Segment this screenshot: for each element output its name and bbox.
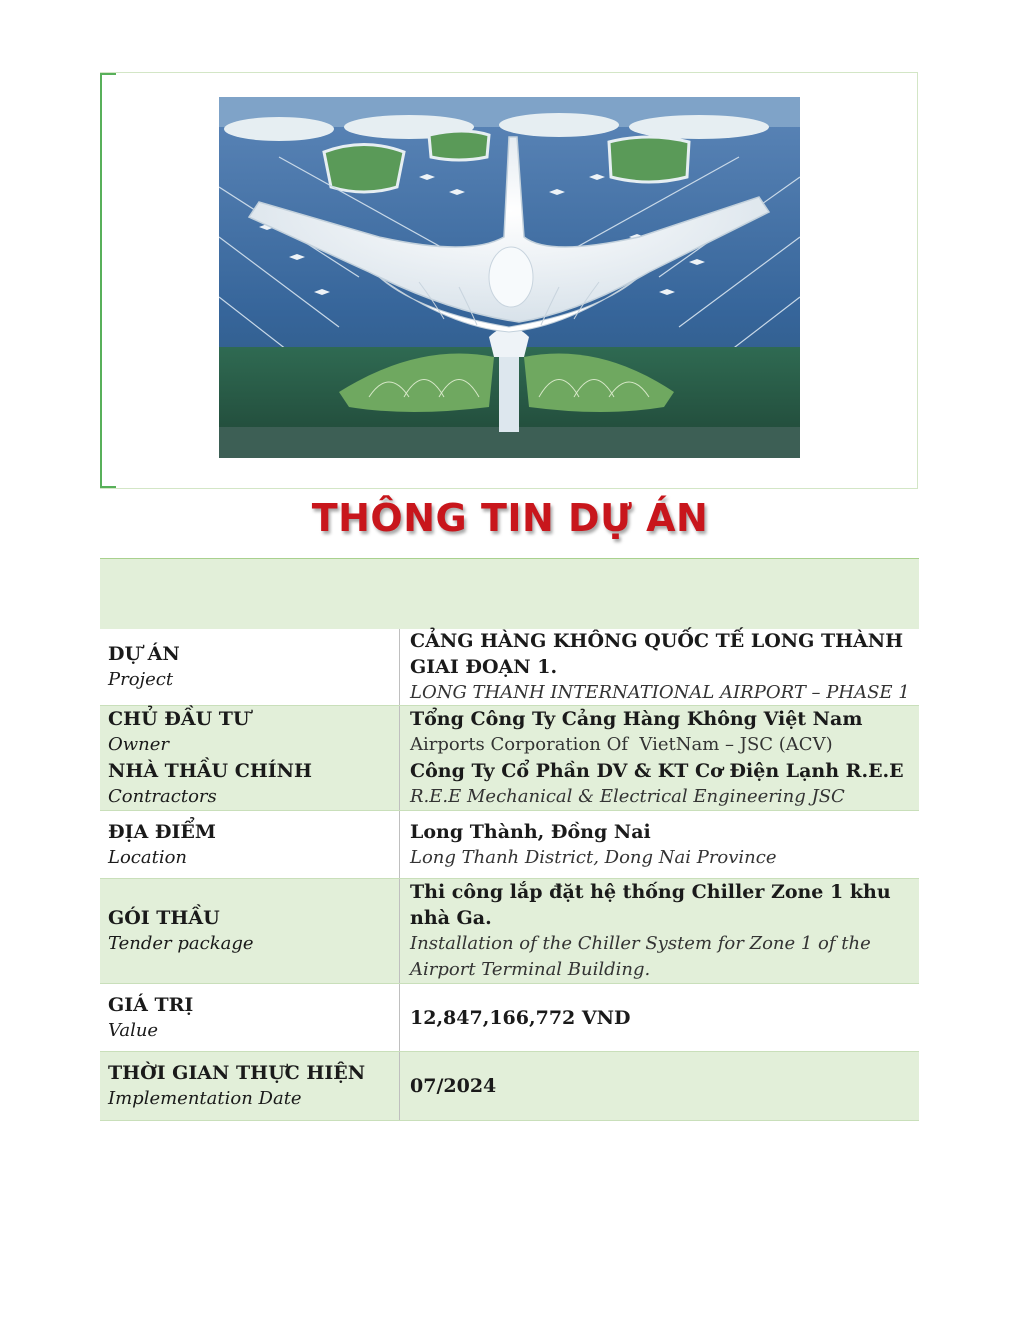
value-label: GIÁ TRỊ: [108, 993, 194, 1016]
tender-label-en: Tender package: [108, 933, 254, 954]
location-value-en: Long Thanh District, Dong Nai Province: [410, 846, 777, 868]
owner-label-en: Owner: [108, 734, 170, 755]
row-owner-contractor: [100, 706, 919, 811]
contract-value: 12,847,166,772 VND: [410, 1006, 631, 1029]
contractor-value-en: R.E.E Mechanical & Electrical Engineering JSC: [410, 786, 845, 807]
value-label-en: Value: [108, 1019, 159, 1041]
contractor-label: NHÀ THẦU CHÍNH: [108, 760, 312, 782]
frame-bottom-tick: [100, 486, 116, 488]
owner-value: Tổng Công Ty Cảng Hàng Không Việt Nam: [410, 708, 863, 730]
owner-label: CHỦ ĐẦU TƯ: [108, 708, 250, 730]
date-label-cell: [100, 1052, 400, 1120]
project-label-en: Project: [108, 669, 174, 690]
date-label: THỜI GIAN THỰC HIỆN: [108, 1062, 366, 1084]
project-info-table: [100, 558, 919, 1121]
owner-value-en: Airports Corporation Of VietNam – JSC (ACV): [410, 734, 833, 755]
location-value: Long Thành, Đồng Nai: [410, 820, 651, 843]
row-project: [100, 629, 919, 706]
tender-value-cell: [400, 879, 919, 983]
frame-top-tick: [100, 73, 116, 75]
value-value-cell: [400, 984, 919, 1051]
owner-value-cell: [400, 706, 919, 810]
contractor-value: Công Ty Cổ Phần DV & KT Cơ Điện Lạnh R.E.E: [410, 760, 904, 782]
row-date: [100, 1052, 919, 1121]
tender-label: GÓI THẦU: [108, 907, 220, 929]
value-label-cell: [100, 984, 400, 1051]
row-value: [100, 984, 919, 1052]
row-location: [100, 811, 919, 879]
tender-label-cell: [100, 879, 400, 983]
date-label-en: Implementation Date: [108, 1088, 302, 1109]
date-value-cell: [400, 1052, 919, 1120]
row-tender: [100, 879, 919, 984]
implementation-date: 07/2024: [410, 1075, 497, 1097]
project-label-cell: [100, 629, 400, 705]
frame-left-bar: [100, 73, 102, 488]
location-value-cell: [400, 811, 919, 878]
page-title: THÔNG TIN DỰ ÁN: [311, 496, 709, 540]
project-value-cell: [400, 629, 919, 705]
project-label: DỰ ÁN: [108, 643, 180, 665]
tender-value: Thi công lắp đặt hệ thống Chiller Zone 1 khu nhà Ga.: [410, 881, 891, 929]
table-header-band: [100, 558, 919, 629]
location-label-en: Location: [108, 846, 188, 868]
owner-label-cell: [100, 706, 400, 810]
project-value-en: LONG THANH INTERNATIONAL AIRPORT – PHASE 1: [410, 682, 910, 703]
contractor-label-en: Contractors: [108, 786, 217, 807]
airport-aerial-image: [219, 97, 800, 458]
project-value: CẢNG HÀNG KHÔNG QUỐC TẾ LONG THÀNH GIAI ĐOẠN 1.: [410, 630, 904, 678]
location-label: ĐỊA ĐIỂM: [108, 820, 216, 843]
location-label-cell: [100, 811, 400, 878]
tender-value-en: Installation of the Chiller System for Zone 1 of the Airport Terminal Building.: [410, 933, 871, 980]
